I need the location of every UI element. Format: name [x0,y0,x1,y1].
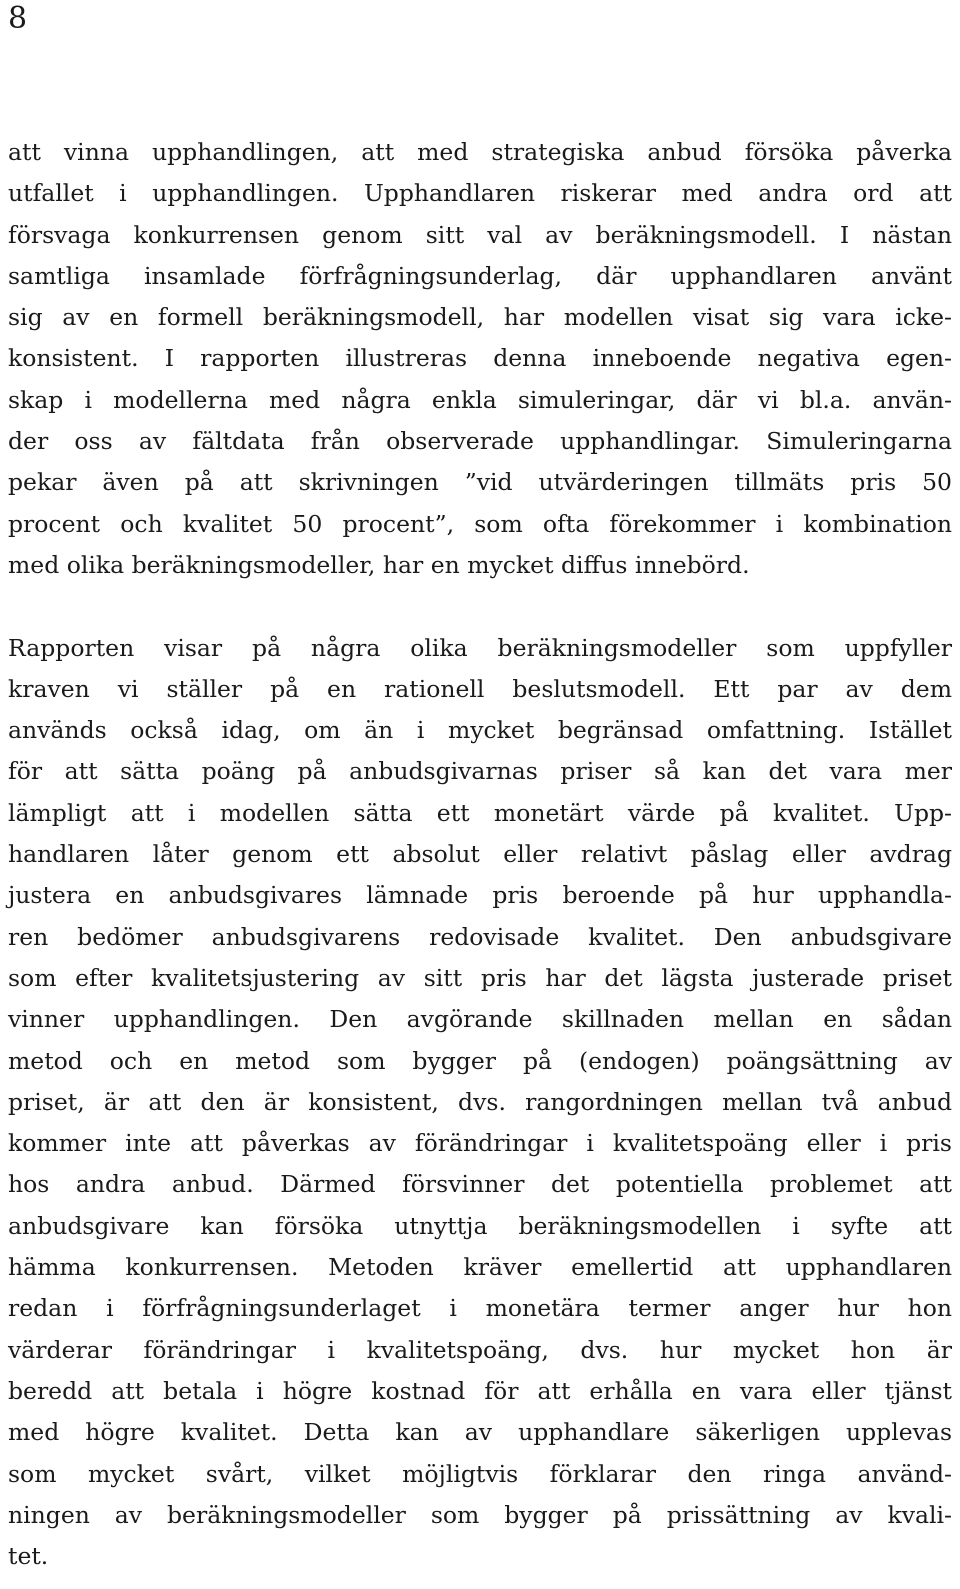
text-line: för att sätta poäng på anbudsgivarnas priser så kan det vara mer [8,757,952,786]
text-line: lämpligt att i modellen sätta ett monetärt värde på kvalitet. Upp- [8,798,952,827]
text-line: hos andra anbud. Därmed försvinner det potentiella problemet att [8,1170,952,1199]
text-line: skap i modellerna med några enkla simuleringar, där vi bl.a. använ- [8,385,952,414]
text-line: utfallet i upphandlingen. Upphandlaren riskerar med andra ord att [8,179,952,208]
paragraph-1 [8,132,952,586]
text-line: samtliga insamlade förfrågningsunderlag, där upphandlaren använt [8,261,952,290]
text-line: tet. [8,1542,49,1571]
text-line: metod och en metod som bygger på (endogen) poängsättning av [8,1046,952,1075]
text-line: används också idag, om än i mycket begränsad omfattning. Istället [8,716,952,745]
text-line: att vinna upphandlingen, att med strategiska anbud försöka påverka [8,138,952,166]
text-line: procent och kvalitet 50 procent”, som ofta förekommer i kombination [8,509,952,538]
text-line: kraven vi ställer på en rationell beslutsmodell. Ett par av dem [8,674,952,703]
text-line: der oss av fältdata från observerade upphandlingar. Simuleringarna [8,427,952,456]
paragraph-2 [8,628,952,1578]
text-line: hämma konkurrensen. Metoden kräver emellertid att upphandlaren [8,1253,952,1282]
text-line: pekar även på att skrivningen ”vid utvärderingen tillmäts pris 50 [8,468,952,497]
body-text [8,132,952,1577]
text-line: kommer inte att påverkas av förändringar i kvalitetspoäng eller i pris [8,1129,952,1158]
text-line: sig av en formell beräkningsmodell, har modellen visat sig vara icke- [8,303,952,332]
text-line: handlaren låter genom ett absolut eller relativt påslag eller avdrag [8,840,952,869]
text-line: ningen av beräkningsmodeller som bygger på prissättning av kvali- [8,1500,952,1529]
paragraph-gap [8,586,952,627]
text-line: som mycket svårt, vilket möjligtvis förklarar den ringa använd- [8,1459,952,1488]
text-line: vinner upphandlingen. Den avgörande skillnaden mellan en sådan [8,1005,952,1034]
text-line: värderar förändringar i kvalitetspoäng, dvs. hur mycket hon är [8,1335,952,1364]
text-line: med olika beräkningsmodeller, har en mycket diffus innebörd. [8,550,750,579]
text-line: konsistent. I rapporten illustreras denna inneboende negativa egen- [8,344,952,373]
text-line: justera en anbudsgivares lämnade pris beroende på hur upphandla- [8,881,952,910]
text-line: med högre kvalitet. Detta kan av upphandlare säkerligen upplevas [8,1418,952,1447]
text-line: beredd att betala i högre kostnad för att erhålla en vara eller tjänst [8,1376,952,1405]
text-line: Rapporten visar på några olika beräkningsmodeller som uppfyller [8,633,952,662]
text-line: som efter kvalitetsjustering av sitt pris har det lägsta justerade priset [8,963,952,992]
text-line: redan i förfrågningsunderlaget i monetära termer anger hur hon [8,1294,952,1323]
text-line: anbudsgivare kan försöka utnyttja beräkningsmodellen i syfte att [8,1211,952,1240]
page-number: 8 [8,1,28,36]
text-line: priset, är att den är konsistent, dvs. rangordningen mellan två anbud [8,1087,952,1116]
text-line: ren bedömer anbudsgivarens redovisade kvalitet. Den anbudsgivare [8,922,952,951]
text-line: försvaga konkurrensen genom sitt val av beräkningsmodell. I nästan [8,220,952,249]
